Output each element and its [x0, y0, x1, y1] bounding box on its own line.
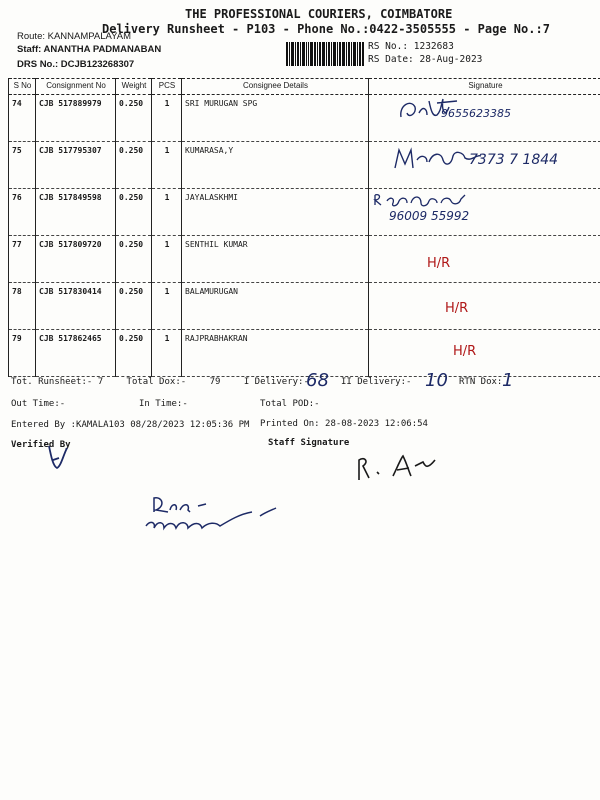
row-consignee: BALAMURUGAN [182, 283, 369, 330]
row-sno: 78 [9, 283, 36, 330]
row-weight: 0.250 [116, 330, 152, 377]
company-title: THE PROFESSIONAL COURIERS, COIMBATORE [185, 7, 453, 21]
row-sno: 77 [9, 236, 36, 283]
row-consignee: SRI MURUGAN SPG [182, 95, 369, 142]
printed-on: Printed On: 28-08-2023 12:06:54 [260, 419, 428, 429]
row-consignee: KUMARASA,Y [182, 142, 369, 189]
staff-signature-label: Staff Signature [268, 438, 350, 448]
signature-mark: H/R [453, 344, 477, 359]
verified-signature [45, 442, 75, 472]
in-time: In Time:- [139, 399, 188, 409]
table-header-row [9, 79, 600, 95]
signature-scribble [373, 191, 473, 209]
row-pcs: 1 [152, 189, 182, 236]
row-consignment: CJB 517830414 [36, 283, 116, 330]
row-sno: 79 [9, 330, 36, 377]
row-sno: 75 [9, 142, 36, 189]
table-row [9, 189, 600, 236]
signature-mark: H/R [427, 256, 451, 271]
verified-by: Verified By [11, 440, 71, 450]
col-pcs: PCS [152, 79, 182, 95]
row-signature [369, 330, 600, 377]
row-weight: 0.250 [116, 283, 152, 330]
signature-phone: 9655623385 [441, 107, 511, 120]
staff-signature [355, 452, 445, 484]
table-row [9, 95, 600, 142]
col-weight: Weight [116, 79, 152, 95]
row-consignment: CJB 517795307 [36, 142, 116, 189]
rtn-dox-value: 1 [502, 370, 514, 391]
row-pcs: 1 [152, 142, 182, 189]
route-label: Route: KANNAMPALAYAM [17, 31, 132, 42]
totals-line [11, 377, 309, 387]
signature-phone: 96009 55992 [389, 209, 470, 223]
col-signature: Signature [369, 79, 600, 95]
row-consignment: CJB 517809720 [36, 236, 116, 283]
col-consignee: Consignee Details [182, 79, 369, 95]
table-row [9, 142, 600, 189]
staff-label: Staff: ANANTHA PADMANABAN [17, 44, 162, 55]
row-consignment: CJB 517889979 [36, 95, 116, 142]
i-delivery-label: I Delivery:- [243, 377, 309, 387]
row-pcs: 1 [152, 95, 182, 142]
row-signature [369, 95, 600, 142]
row-consignment: CJB 517862465 [36, 330, 116, 377]
tot-runsheet: Tot. Runsheet:- 7 [11, 377, 104, 387]
row-sno: 74 [9, 95, 36, 142]
row-consignee: SENTHIL KUMAR [182, 236, 369, 283]
total-dox-label: Total Dox:- [126, 377, 187, 387]
barcode [286, 42, 364, 66]
row-signature [369, 189, 600, 236]
table-row [9, 283, 600, 330]
row-signature [369, 283, 600, 330]
total-pod: Total POD:- [260, 399, 320, 409]
drs-number: DRS No.: DCJB123268307 [17, 59, 135, 70]
runsheet-table [8, 78, 600, 377]
rs-date: RS Date: 28-Aug-2023 [368, 54, 483, 65]
row-sno: 76 [9, 189, 36, 236]
signature-phone: 7373 7 1844 [469, 152, 559, 168]
table-row [9, 236, 600, 283]
signature-mark: H/R [445, 301, 469, 316]
row-signature [369, 236, 600, 283]
rs-number: RS No.: 1232683 [368, 41, 454, 52]
runsheet-title: Delivery Runsheet - P103 - Phone No.:0422-3505555 - Page No.:7 [102, 22, 550, 36]
ii-delivery-label: II Delivery:- [341, 377, 412, 387]
row-weight: 0.250 [116, 95, 152, 142]
entered-by: Entered By :KAMALA103 08/28/2023 12:05:36 PM [11, 420, 250, 430]
total-dox-value: 79 [209, 377, 221, 387]
handwritten-signature [140, 492, 280, 542]
out-time: Out Time:- [11, 399, 66, 409]
row-weight: 0.250 [116, 236, 152, 283]
row-weight: 0.250 [116, 142, 152, 189]
i-delivery-value: 68 [306, 370, 329, 391]
row-pcs: 1 [152, 283, 182, 330]
row-weight: 0.250 [116, 189, 152, 236]
row-pcs: 1 [152, 330, 182, 377]
rtn-dox-label: RTN Dox: [459, 377, 503, 387]
row-consignment: CJB 517849598 [36, 189, 116, 236]
col-sno: S No [9, 79, 36, 95]
ii-delivery-value: 10 [425, 370, 448, 391]
row-pcs: 1 [152, 236, 182, 283]
row-consignee: JAYALASKHMI [182, 189, 369, 236]
row-consignee: RAJPRABHAKRAN [182, 330, 369, 377]
col-consignment: Consignment No [36, 79, 116, 95]
row-signature [369, 142, 600, 189]
